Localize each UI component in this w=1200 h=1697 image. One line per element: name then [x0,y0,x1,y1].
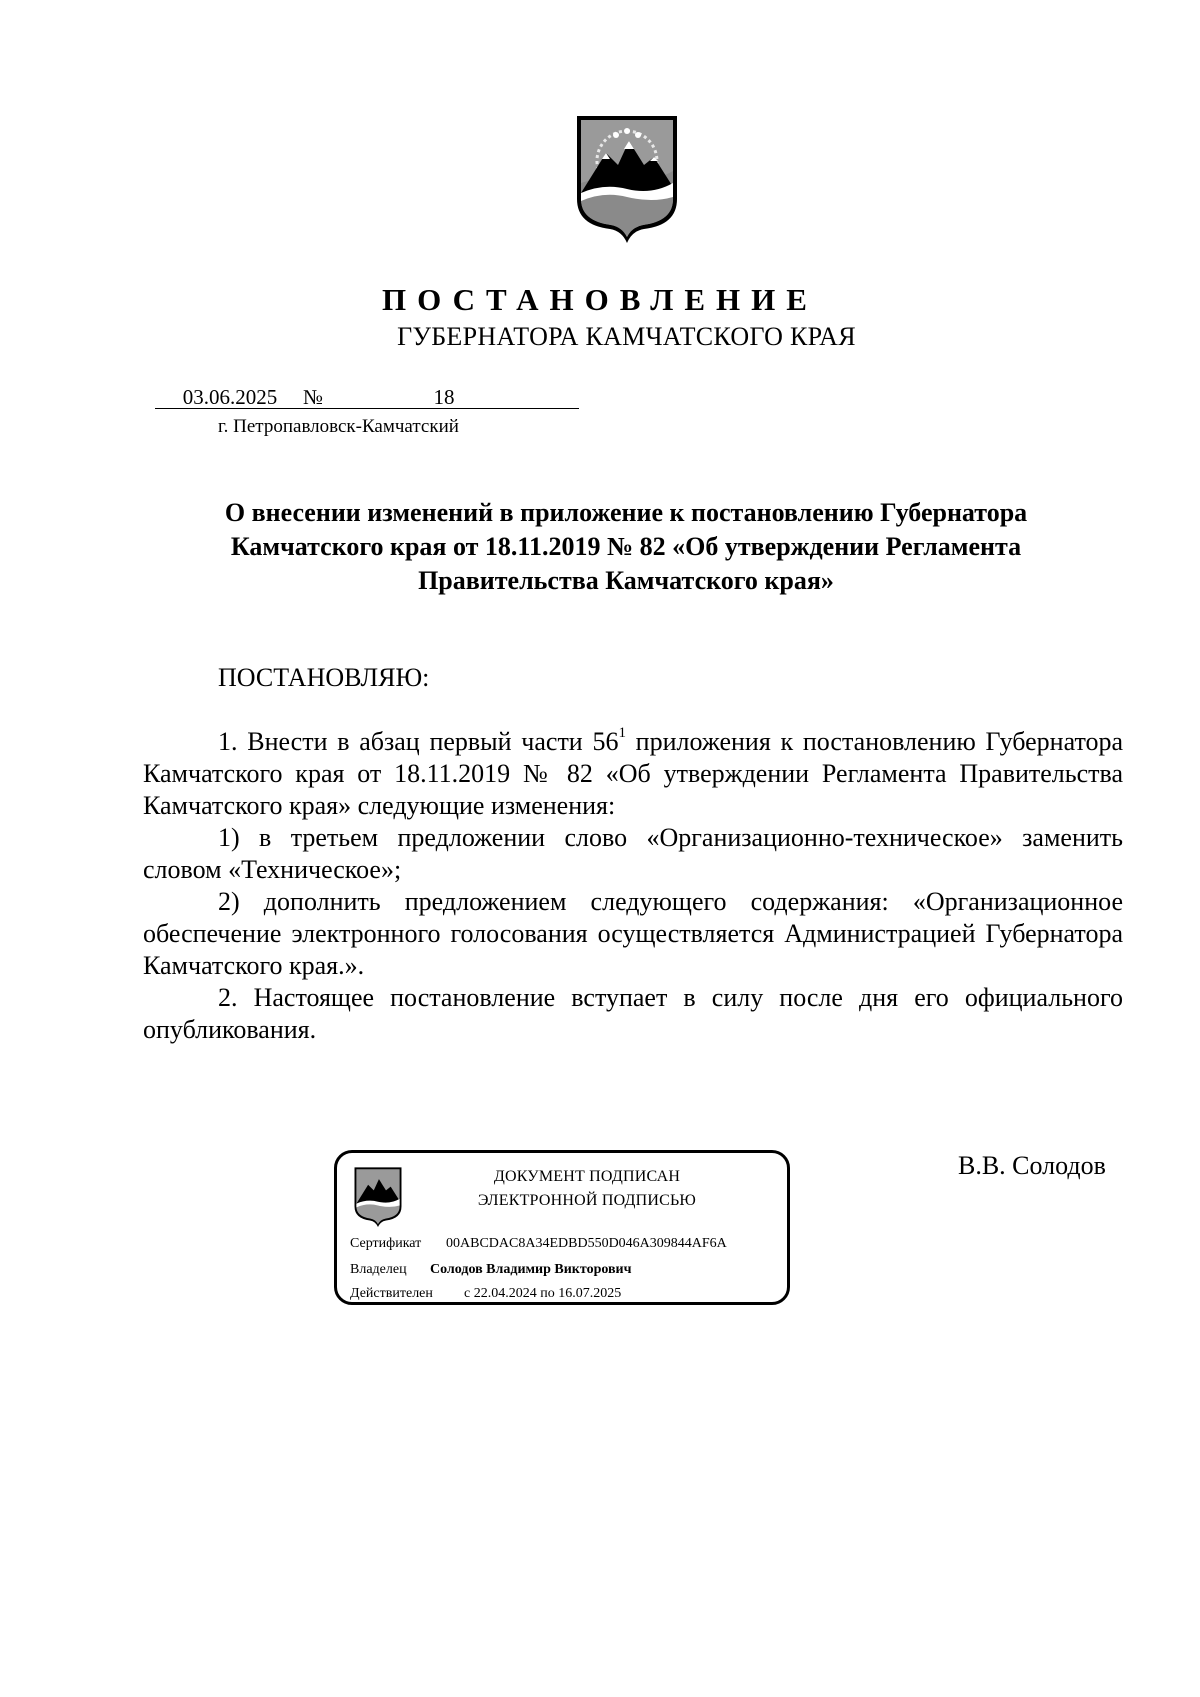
stamp-header: ДОКУМЕНТ ПОДПИСАН ЭЛЕКТРОННОЙ ПОДПИСЬЮ [477,1168,697,1209]
stamp-certificate-row [350,1235,727,1253]
document-number: 18 [433,385,455,409]
heading-line: Правительства Камчатского края» [418,566,834,595]
owner-value: Солодов Владимир Викторович [430,1262,632,1277]
resolve-statement: ПОСТАНОВЛЯЮ: [218,663,430,692]
document-heading [130,496,1122,598]
validity-value: с 22.04.2024 по 16.07.2025 [464,1286,622,1301]
document-body [143,726,1123,1046]
heading-line: О внесении изменений в приложение к постановлению Губернатора [224,498,1028,527]
certificate-value: 00ABCDAC8A34EDBD550D046A309844AF6A [446,1236,727,1251]
document-number-field [303,386,579,409]
paragraph-2: 1) в третьем предложении слово «Организационно-техническое» заменить словом «Техническое»; [143,823,1123,884]
paragraph-4: 2. Настоящее постановление вступает в силу после дня его официального опубликования. [143,983,1123,1044]
stamp-owner-row [350,1261,632,1279]
document-title: ПОСТАНОВЛЕНИЕ [382,282,818,317]
superscript: 1 [618,725,626,742]
coat-of-arms-icon [574,113,680,245]
paragraph-3: 2) дополнить предложением следующего содержания: «Организационное обеспечение электронного голосования осуществляется Администрацией Губернатора Камчатского края.». [143,887,1123,980]
stamp-validity-row [350,1285,621,1303]
signer-name: В.В. Солодов [958,1151,1106,1180]
heading-line: Камчатского края от 18.11.2019 № 82 «Об утверждении Регламента [230,532,1022,561]
city: г. Петропавловск-Камчатский [218,416,459,437]
stamp-coat-of-arms-icon [352,1166,404,1228]
certificate-label: Сертификат [350,1236,422,1251]
document-date: 03.06.2025 [155,386,305,409]
document-subtitle: ГУБЕРНАТОРА КАМЧАТСКОГО КРАЯ [397,322,856,351]
validity-label: Действителен [350,1286,433,1301]
requisites-line [155,386,575,408]
electronic-signature-stamp [334,1150,790,1305]
owner-label: Владелец [350,1262,407,1277]
paragraph-1: 1. Внести в абзац первый части $56^1$ приложения к постановлению Губернатора Камчатского края от 18.11.2019 № 82 «Об утверждении Регламента Правительства Камчатского края» следующие изменения: [143,725,1124,820]
number-sign: № [303,385,324,409]
